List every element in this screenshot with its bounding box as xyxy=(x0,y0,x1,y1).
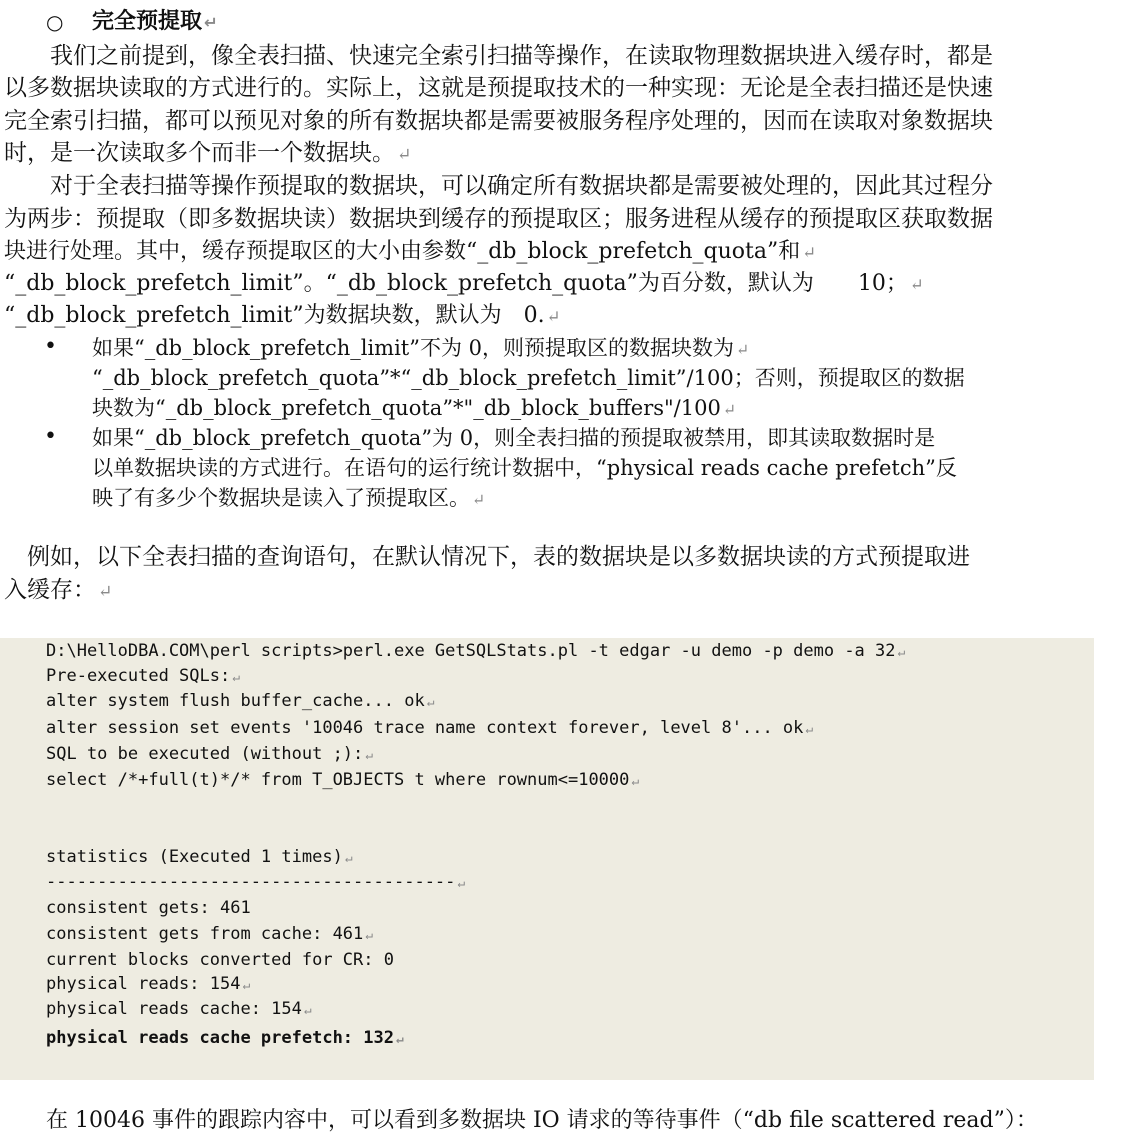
bullet-line: 映了有多少个数据块是读入了预提取区。 ↵ xyxy=(92,486,486,510)
code-line: current blocks converted for CR: 0 xyxy=(46,950,394,970)
code-block xyxy=(0,638,1094,1080)
code-line: ---------------------------------------- ↵ xyxy=(46,872,466,892)
code-line: Pre-executed SQLs: ↵ xyxy=(46,666,240,686)
bullet-line: “_db_block_prefetch_quota”*“_db_block_prefetch_limit”/100；否则，预提取区的数据 xyxy=(92,366,965,390)
bullet-marker: • xyxy=(44,334,57,359)
paragraph-line: 例如，以下全表扫描的查询语句，在默认情况下，表的数据块是以多数据块读的方式预提取进 xyxy=(4,544,970,570)
bullet-line: 块数为“_db_block_prefetch_quota”*"_db_block_buffers"/100 ↵ xyxy=(92,396,737,420)
code-line: statistics (Executed 1 times) ↵ xyxy=(46,847,353,867)
section-title: 完全预提取 ↵ xyxy=(92,9,218,34)
bullet-line: 如果“_db_block_prefetch_limit”不为 0，则预提取区的数据块数为 ↵ xyxy=(92,336,750,360)
code-line: physical reads: 154 ↵ xyxy=(46,974,251,994)
bullet-marker: • xyxy=(44,424,57,449)
paragraph-line: “_db_block_prefetch_limit”为数据块数，默认为 0. ↵ xyxy=(4,303,561,328)
paragraph-line: “_db_block_prefetch_limit”。“_db_block_prefetch_quota”为百分数，默认为 10； ↵ xyxy=(4,271,924,296)
paragraph-line: 完全索引扫描，都可以预见对象的所有数据块都是需要被服务程序处理的，因而在读取对象数据块 xyxy=(4,108,993,134)
bullet-line: 如果“_db_block_prefetch_quota”为 0，则全表扫描的预提取被禁用，即其读取数据时是 xyxy=(92,426,936,450)
code-line: SQL to be executed (without ;): ↵ xyxy=(46,744,373,764)
code-line: consistent gets from cache: 461 ↵ xyxy=(46,924,373,944)
paragraph-line: 以多数据块读取的方式进行的。实际上，这就是预提取技术的一种实现：无论是全表扫描还是快速 xyxy=(4,75,993,101)
paragraph-line: 块进行处理。其中，缓存预提取区的大小由参数“_db_block_prefetch_quota”和 ↵ xyxy=(4,239,817,264)
paragraph-line: 入缓存： ↵ xyxy=(4,577,113,603)
paragraph-line: 时，是一次读取多个而非一个数据块。 ↵ xyxy=(4,140,412,166)
code-line: physical reads cache prefetch: 132 ↵ xyxy=(46,1028,404,1048)
paragraph-line: 在 10046 事件的跟踪内容中，可以看到多数据块 IO 请求的等待事件（“db file scattered read”）： xyxy=(46,1108,1038,1133)
code-line: D:\HelloDBA.COM\perl scripts>perl.exe GetSQLStats.pl -t edgar -u demo -p demo -a 32 ↵ xyxy=(46,641,906,661)
section-marker: ○ xyxy=(46,10,64,34)
code-line: consistent gets: 461 xyxy=(46,898,251,918)
code-line: alter system flush buffer_cache... ok ↵ xyxy=(46,691,435,711)
bullet-line: 以单数据块读的方式进行。在语句的运行统计数据中，“physical reads cache prefetch”反 xyxy=(92,456,957,480)
code-line: select /*+full(t)*/* from T_OBJECTS t where rownum<=10000 ↵ xyxy=(46,770,640,790)
code-line: alter session set events '10046 trace name context forever, level 8'... ok ↵ xyxy=(46,718,814,738)
paragraph-line: 对于全表扫描等操作预提取的数据块，可以确定所有数据块都是需要被处理的，因此其过程分 xyxy=(4,173,993,199)
code-line: physical reads cache: 154 ↵ xyxy=(46,999,312,1019)
paragraph-line: 我们之前提到，像全表扫描、快速完全索引扫描等操作，在读取物理数据块进入缓存时，都是 xyxy=(4,43,993,69)
paragraph-line: 为两步：预提取（即多数据块读）数据块到缓存的预提取区；服务进程从缓存的预提取区获取数据 xyxy=(4,206,993,232)
